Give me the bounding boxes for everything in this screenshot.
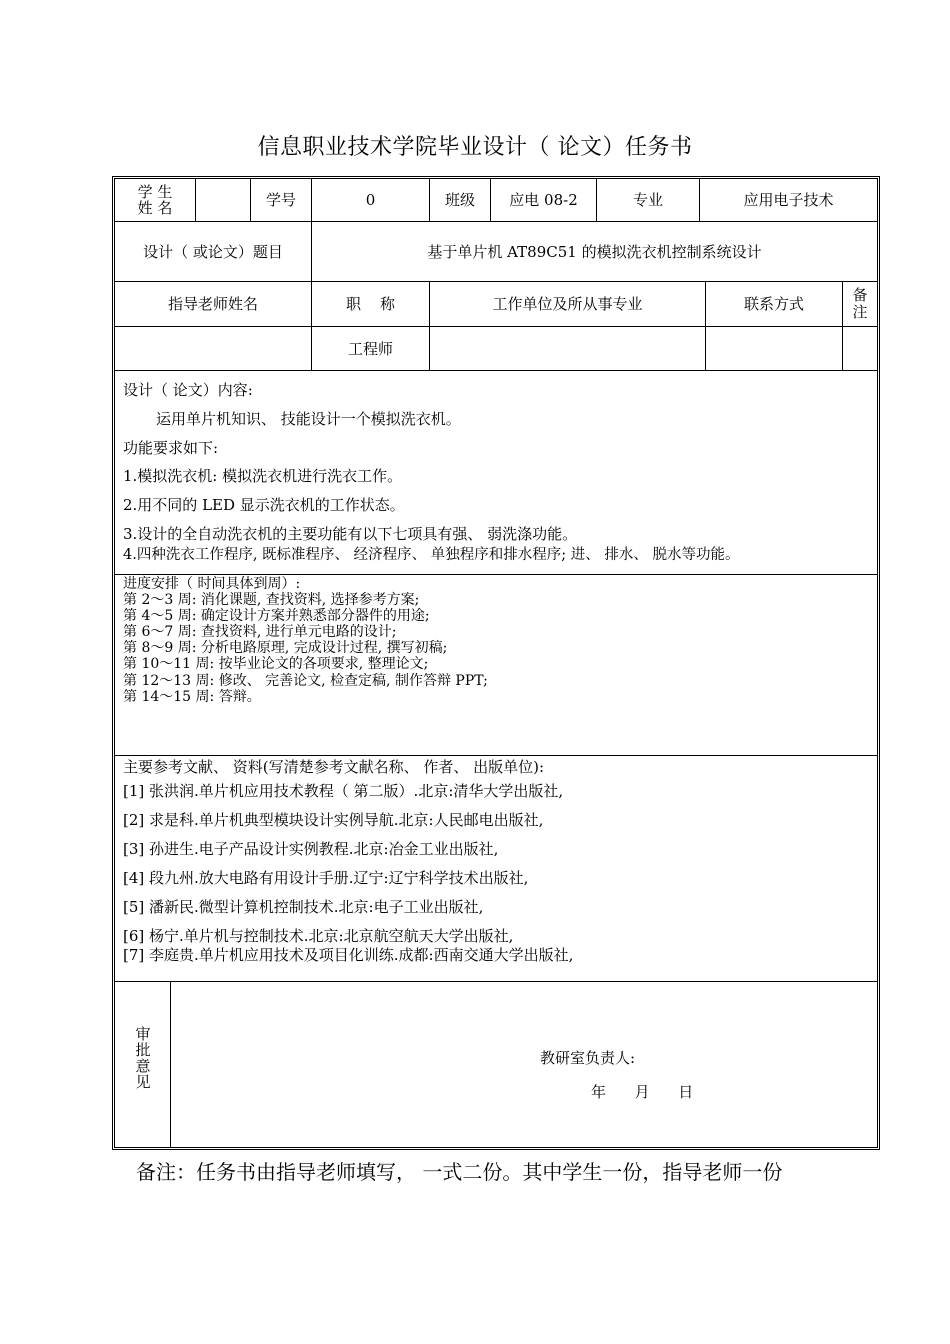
content-intro: 运用单片机知识、 技能设计一个模拟洗衣机。: [156, 410, 461, 428]
student-name-value: [196, 179, 250, 221]
remark-header-line2: 注: [852, 303, 868, 321]
major-label: 专业: [632, 191, 663, 209]
advisor-name-value: [115, 327, 311, 370]
approval-signer: 教研室负责人:: [540, 1049, 636, 1067]
student-name-label-line2: 姓 名: [137, 199, 173, 217]
reference-item: [6] 杨宁.单片机与控制技术.北京:北京航空航天大学出版社,: [123, 927, 514, 945]
student-id-label: 学号: [265, 191, 296, 209]
advisor-title-value: 工程师: [347, 339, 393, 358]
references-heading: 主要参考文献、 资料(写清楚参考文献名称、 作者、 出版单位):: [123, 758, 545, 776]
row-divider: [115, 574, 877, 575]
class-value: 应电 08-2: [509, 191, 578, 209]
advisor-contact-value: [706, 327, 842, 370]
approval-label-char: 审: [135, 1025, 151, 1043]
row-divider: [115, 981, 877, 982]
reference-item: [3] 孙进生.电子产品设计实例教程.北京:冶金工业出版社,: [123, 840, 499, 858]
reference-item: [5] 潘新民.微型计算机控制技术.北京:电子工业出版社,: [123, 898, 484, 916]
remark-header-line1: 备: [852, 286, 868, 304]
schedule-item: 第 6～7 周: 查找资料, 进行单元电路的设计;: [123, 624, 397, 640]
advisor-unit-value: [430, 327, 705, 370]
schedule-item: 第 10～11 周: 按毕业论文的各项要求, 整理论文;: [123, 656, 429, 672]
col-divider: [170, 981, 171, 1147]
requirement-item: 2.用不同的 LED 显示洗衣机的工作状态。: [123, 496, 405, 514]
schedule-heading: 进度安排（ 时间具体到周）:: [123, 576, 301, 592]
student-name-label-line1: 学 生: [137, 183, 173, 201]
schedule-item: 第 8～9 周: 分析电路原理, 完成设计过程, 撰写初稿;: [123, 640, 448, 656]
schedule-item: 第 4～5 周: 确定设计方案并熟悉部分器件的用途;: [123, 608, 430, 624]
advisor-unit-header: 工作单位及所从事专业: [492, 295, 643, 313]
requirement-item: 1.模拟洗衣机: 模拟洗衣机进行洗衣工作。: [123, 467, 403, 485]
approval-label-char: 意: [135, 1057, 151, 1075]
advisor-contact-header: 联系方式: [743, 295, 804, 313]
requirements-heading: 功能要求如下:: [123, 439, 219, 457]
class-label: 班级: [444, 191, 475, 209]
reference-item: [4] 段九州.放大电路有用设计手册.辽宁:辽宁科学技术出版社,: [123, 869, 529, 887]
row-divider: [115, 370, 877, 371]
remark-header: [843, 282, 877, 326]
reference-item: [2] 求是科.单片机典型模块设计实例导航.北京:人民邮电出版社,: [123, 811, 544, 829]
approval-label: [133, 1026, 153, 1090]
requirement-item: 4.四种洗衣工作程序, 既标准程序、 经济程序、 单独程序和排水程序; 进、 排水、 脱水等功能。: [123, 547, 740, 563]
content-heading: 设计（ 论文）内容:: [123, 381, 253, 399]
schedule-item: 第 2～3 周: 消化课题, 查找资料, 选择参考方案;: [123, 592, 420, 608]
document-title: 信息职业技术学院毕业设计（ 论文）任务书: [257, 135, 693, 160]
major-value: 应用电子技术: [743, 191, 834, 209]
remark-value: [843, 327, 877, 370]
footer-note: 备注：任务书由指导老师填写， 一式二份。其中学生一份，指导老师一份: [136, 1160, 783, 1184]
schedule-item: 第 12～13 周: 修改、 完善论文, 检查定稿, 制作答辩 PPT;: [123, 673, 488, 689]
student-name-label: [115, 179, 195, 221]
topic-label: 设计（ 或论文）题目: [143, 242, 283, 261]
requirement-item: 3.设计的全自动洗衣机的主要功能有以下七项具有强、 弱洗涤功能。: [123, 525, 578, 543]
student-id-value: 0: [365, 191, 376, 209]
reference-item: [7] 李庭贵.单片机应用技术及项目化训练.成都:西南交通大学出版社,: [123, 946, 574, 964]
approval-date: 年 月 日: [591, 1083, 694, 1101]
approval-label-char: 见: [135, 1073, 151, 1091]
advisor-title-header: 职 称: [345, 295, 396, 313]
schedule-item: 第 14～15 周: 答辩。: [123, 689, 261, 705]
advisor-name-header: 指导老师姓名: [167, 295, 258, 313]
topic-value: 基于单片机 AT89C51 的模拟洗衣机控制系统设计: [427, 242, 762, 261]
reference-item: [1] 张洪润.单片机应用技术教程（ 第二版）.北京:清华大学出版社,: [123, 782, 564, 800]
approval-label-char: 批: [135, 1041, 151, 1059]
